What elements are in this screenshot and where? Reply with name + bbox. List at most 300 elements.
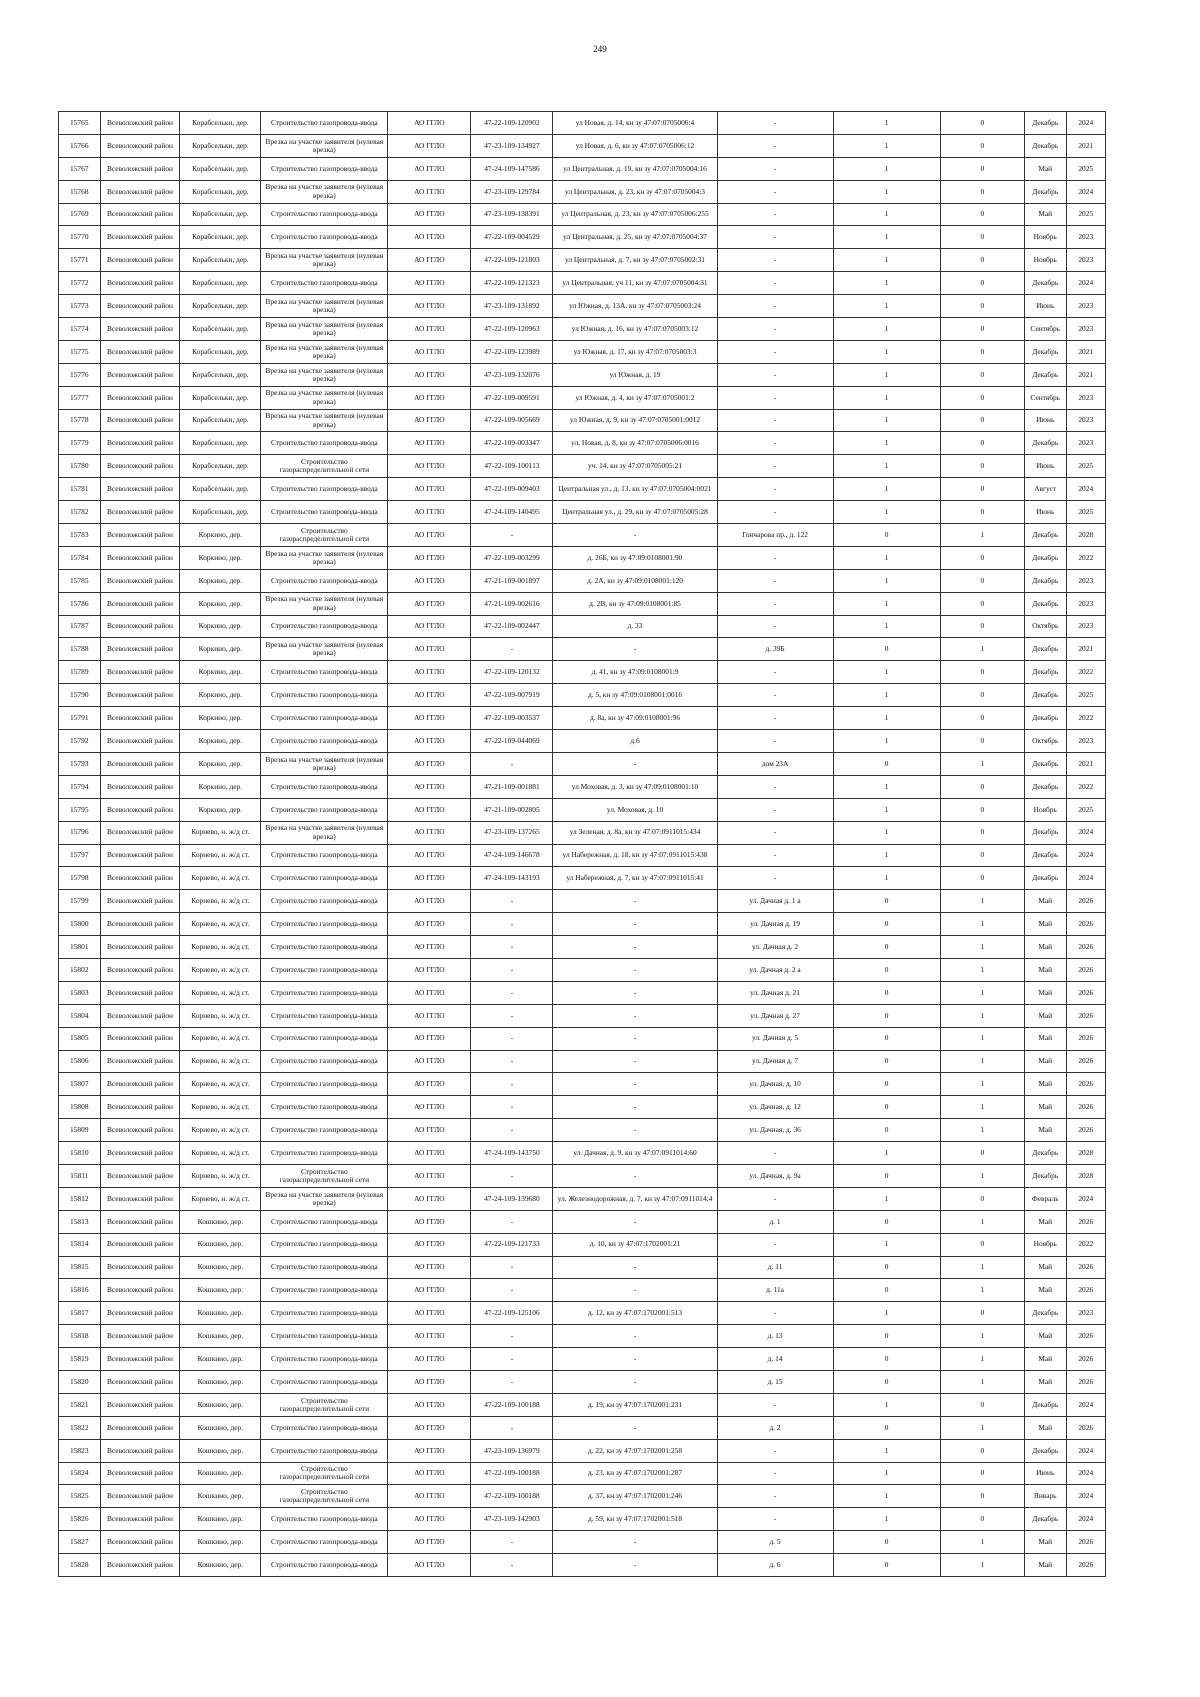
table-row bbox=[59, 1325, 1106, 1348]
contract-number-cell: 47-23-109-132076 bbox=[471, 363, 553, 386]
district-cell: Всеволожский район bbox=[100, 1302, 180, 1325]
count-b-cell: 0 bbox=[940, 1187, 1024, 1210]
cadastral-address-cell: ул Центральная, д. 19, кн зу 47:07:0705004:16 bbox=[553, 157, 717, 180]
district-cell: Всеволожский район bbox=[100, 752, 180, 775]
district-cell: Всеволожский район bbox=[100, 478, 180, 501]
count-b-cell: 1 bbox=[940, 638, 1024, 661]
count-a-cell: 1 bbox=[833, 546, 940, 569]
count-a-cell: 0 bbox=[833, 1210, 940, 1233]
settlement-cell: Корабсельки, дер. bbox=[180, 455, 261, 478]
month-cell: Декабрь bbox=[1024, 775, 1066, 798]
table-row bbox=[59, 295, 1106, 318]
year-cell: 2026 bbox=[1066, 1370, 1105, 1393]
count-b-cell: 0 bbox=[940, 1142, 1024, 1165]
table-row bbox=[59, 1256, 1106, 1279]
settlement-cell: Кошкино, дер. bbox=[180, 1416, 261, 1439]
count-b-cell: 1 bbox=[940, 1348, 1024, 1371]
row-number-cell: 15765 bbox=[59, 112, 101, 135]
year-cell: 2026 bbox=[1066, 1256, 1105, 1279]
count-a-cell: 1 bbox=[833, 867, 940, 890]
table-row bbox=[59, 844, 1106, 867]
address-cell: - bbox=[717, 340, 833, 363]
organization-cell: АО ГГЛО bbox=[388, 1348, 471, 1371]
month-cell: Декабрь bbox=[1024, 340, 1066, 363]
organization-cell: АО ГГЛО bbox=[388, 1164, 471, 1187]
table-row bbox=[59, 226, 1106, 249]
work-type-cell: Строительство газопровода-ввода bbox=[261, 1119, 388, 1142]
settlement-cell: Корабсельки, дер. bbox=[180, 363, 261, 386]
organization-cell: АО ГГЛО bbox=[388, 1210, 471, 1233]
row-number-cell: 15814 bbox=[59, 1233, 101, 1256]
month-cell: Декабрь bbox=[1024, 524, 1066, 547]
work-type-cell: Строительство газораспределительной сети bbox=[261, 1164, 388, 1187]
table-row bbox=[59, 432, 1106, 455]
organization-cell: АО ГГЛО bbox=[388, 203, 471, 226]
cadastral-address-cell: - bbox=[553, 936, 717, 959]
table-row bbox=[59, 1439, 1106, 1462]
settlement-cell: Коркино, дер. bbox=[180, 798, 261, 821]
month-cell: Май bbox=[1024, 1256, 1066, 1279]
cadastral-address-cell: ул Южная, д. 9, кн зу 47:07:0705001:0012 bbox=[553, 409, 717, 432]
settlement-cell: Корнево, н. ж/д ст. bbox=[180, 867, 261, 890]
year-cell: 2028 bbox=[1066, 524, 1105, 547]
district-cell: Всеволожский район bbox=[100, 615, 180, 638]
settlement-cell: Корабсельки, дер. bbox=[180, 272, 261, 295]
work-type-cell: Строительство газораспределительной сети bbox=[261, 1462, 388, 1485]
row-number-cell: 15816 bbox=[59, 1279, 101, 1302]
organization-cell: АО ГГЛО bbox=[388, 958, 471, 981]
count-b-cell: 0 bbox=[940, 112, 1024, 135]
table-row bbox=[59, 615, 1106, 638]
address-cell: ул. Дачная, д. 12 bbox=[717, 1096, 833, 1119]
address-cell: - bbox=[717, 134, 833, 157]
month-cell: Октябрь bbox=[1024, 615, 1066, 638]
month-cell: Декабрь bbox=[1024, 661, 1066, 684]
contract-number-cell: 47-22-109-100188 bbox=[471, 1393, 553, 1416]
count-b-cell: 0 bbox=[940, 501, 1024, 524]
count-b-cell: 1 bbox=[940, 981, 1024, 1004]
settlement-cell: Корнево, н. ж/д ст. bbox=[180, 1096, 261, 1119]
year-cell: 2026 bbox=[1066, 1416, 1105, 1439]
table-row bbox=[59, 707, 1106, 730]
organization-cell: АО ГГЛО bbox=[388, 180, 471, 203]
table-row bbox=[59, 1462, 1106, 1485]
work-type-cell: Строительство газопровода-ввода bbox=[261, 1416, 388, 1439]
count-a-cell: 1 bbox=[833, 569, 940, 592]
address-cell: - bbox=[717, 1142, 833, 1165]
work-type-cell: Строительство газопровода-ввода bbox=[261, 1439, 388, 1462]
settlement-cell: Корабсельки, дер. bbox=[180, 226, 261, 249]
organization-cell: АО ГГЛО bbox=[388, 1416, 471, 1439]
organization-cell: АО ГГЛО bbox=[388, 1142, 471, 1165]
organization-cell: АО ГГЛО bbox=[388, 730, 471, 753]
year-cell: 2023 bbox=[1066, 318, 1105, 341]
year-cell: 2026 bbox=[1066, 913, 1105, 936]
district-cell: Всеволожский район bbox=[100, 203, 180, 226]
count-b-cell: 1 bbox=[940, 1164, 1024, 1187]
address-cell: - bbox=[717, 455, 833, 478]
cadastral-address-cell: - bbox=[553, 524, 717, 547]
contract-number-cell: - bbox=[471, 1279, 553, 1302]
count-a-cell: 1 bbox=[833, 340, 940, 363]
contract-number-cell: 47-21-109-002616 bbox=[471, 592, 553, 615]
address-cell: - bbox=[717, 1439, 833, 1462]
count-a-cell: 1 bbox=[833, 592, 940, 615]
organization-cell: АО ГГЛО bbox=[388, 134, 471, 157]
table-row bbox=[59, 249, 1106, 272]
count-b-cell: 1 bbox=[940, 936, 1024, 959]
contract-number-cell: 47-22-109-121323 bbox=[471, 272, 553, 295]
district-cell: Всеволожский район bbox=[100, 569, 180, 592]
district-cell: Всеволожский район bbox=[100, 775, 180, 798]
cadastral-address-cell: ул Новая, д. 14, кн зу 47:07:0705006:4 bbox=[553, 112, 717, 135]
year-cell: 2026 bbox=[1066, 936, 1105, 959]
address-cell: - bbox=[717, 1233, 833, 1256]
district-cell: Всеволожский район bbox=[100, 1370, 180, 1393]
cadastral-address-cell: - bbox=[553, 1004, 717, 1027]
address-cell: - bbox=[717, 1462, 833, 1485]
address-cell: д. 11 bbox=[717, 1256, 833, 1279]
row-number-cell: 15795 bbox=[59, 798, 101, 821]
contract-number-cell: 47-21-109-002805 bbox=[471, 798, 553, 821]
settlement-cell: Корабсельки, дер. bbox=[180, 432, 261, 455]
settlement-cell: Кошкино, дер. bbox=[180, 1348, 261, 1371]
organization-cell: АО ГГЛО bbox=[388, 295, 471, 318]
month-cell: Декабрь bbox=[1024, 546, 1066, 569]
cadastral-address-cell: д. 10, кн зу 47:07:1702001:21 bbox=[553, 1233, 717, 1256]
district-cell: Всеволожский район bbox=[100, 684, 180, 707]
year-cell: 2025 bbox=[1066, 684, 1105, 707]
contract-number-cell: 47-23-109-134927 bbox=[471, 134, 553, 157]
month-cell: Декабрь bbox=[1024, 752, 1066, 775]
contract-number-cell: 47-24-109-147586 bbox=[471, 157, 553, 180]
year-cell: 2024 bbox=[1066, 1393, 1105, 1416]
work-type-cell: Врезка на участке заявителя (нулевая врезка) bbox=[261, 821, 388, 844]
work-type-cell: Строительство газопровода-ввода bbox=[261, 913, 388, 936]
count-a-cell: 1 bbox=[833, 249, 940, 272]
table-row bbox=[59, 821, 1106, 844]
work-type-cell: Врезка на участке заявителя (нулевая врезка) bbox=[261, 318, 388, 341]
address-cell: - bbox=[717, 112, 833, 135]
address-cell: - bbox=[717, 432, 833, 455]
contract-number-cell: 47-22-109-009591 bbox=[471, 386, 553, 409]
count-a-cell: 0 bbox=[833, 890, 940, 913]
cadastral-address-cell: д. 37, кн зу 47:07:1702001:246 bbox=[553, 1485, 717, 1508]
month-cell: Май bbox=[1024, 1119, 1066, 1142]
year-cell: 2024 bbox=[1066, 1462, 1105, 1485]
address-cell: ул. Дачная, д. 36 bbox=[717, 1119, 833, 1142]
month-cell: Сентябрь bbox=[1024, 386, 1066, 409]
year-cell: 2024 bbox=[1066, 1508, 1105, 1531]
month-cell: Август bbox=[1024, 478, 1066, 501]
address-cell: - bbox=[717, 775, 833, 798]
count-b-cell: 0 bbox=[940, 203, 1024, 226]
contract-number-cell: 47-22-109-121803 bbox=[471, 249, 553, 272]
count-b-cell: 0 bbox=[940, 1393, 1024, 1416]
row-number-cell: 15799 bbox=[59, 890, 101, 913]
work-type-cell: Строительство газопровода-ввода bbox=[261, 684, 388, 707]
month-cell: Декабрь bbox=[1024, 844, 1066, 867]
count-a-cell: 1 bbox=[833, 844, 940, 867]
month-cell: Январь bbox=[1024, 1485, 1066, 1508]
district-cell: Всеволожский район bbox=[100, 180, 180, 203]
year-cell: 2024 bbox=[1066, 1485, 1105, 1508]
count-b-cell: 0 bbox=[940, 821, 1024, 844]
row-number-cell: 15773 bbox=[59, 295, 101, 318]
table-body bbox=[59, 112, 1106, 1577]
month-cell: Декабрь bbox=[1024, 707, 1066, 730]
address-cell: д. 1 bbox=[717, 1210, 833, 1233]
organization-cell: АО ГГЛО bbox=[388, 1027, 471, 1050]
district-cell: Всеволожский район bbox=[100, 1164, 180, 1187]
contract-number-cell: 47-24-109-143193 bbox=[471, 867, 553, 890]
district-cell: Всеволожский район bbox=[100, 1279, 180, 1302]
address-cell: - bbox=[717, 1393, 833, 1416]
contract-number-cell: - bbox=[471, 1164, 553, 1187]
count-b-cell: 0 bbox=[940, 615, 1024, 638]
settlement-cell: Корнево, н. ж/д ст. bbox=[180, 1119, 261, 1142]
district-cell: Всеволожский район bbox=[100, 1554, 180, 1577]
settlement-cell: Кошкино, дер. bbox=[180, 1531, 261, 1554]
row-number-cell: 15794 bbox=[59, 775, 101, 798]
year-cell: 2024 bbox=[1066, 1187, 1105, 1210]
settlement-cell: Кошкино, дер. bbox=[180, 1302, 261, 1325]
address-cell: - bbox=[717, 157, 833, 180]
count-a-cell: 1 bbox=[833, 1485, 940, 1508]
table-row bbox=[59, 318, 1106, 341]
table-row bbox=[59, 867, 1106, 890]
settlement-cell: Коркино, дер. bbox=[180, 661, 261, 684]
year-cell: 2024 bbox=[1066, 821, 1105, 844]
work-type-cell: Строительство газопровода-ввода bbox=[261, 936, 388, 959]
count-b-cell: 0 bbox=[940, 730, 1024, 753]
contract-number-cell: 47-22-109-009403 bbox=[471, 478, 553, 501]
year-cell: 2025 bbox=[1066, 203, 1105, 226]
district-cell: Всеволожский район bbox=[100, 501, 180, 524]
row-number-cell: 15804 bbox=[59, 1004, 101, 1027]
settlement-cell: Коркино, дер. bbox=[180, 524, 261, 547]
row-number-cell: 15796 bbox=[59, 821, 101, 844]
address-cell: - bbox=[717, 1302, 833, 1325]
work-type-cell: Врезка на участке заявителя (нулевая врезка) bbox=[261, 638, 388, 661]
settlement-cell: Коркино, дер. bbox=[180, 775, 261, 798]
month-cell: Май bbox=[1024, 913, 1066, 936]
table-row bbox=[59, 501, 1106, 524]
settlement-cell: Коркино, дер. bbox=[180, 569, 261, 592]
year-cell: 2024 bbox=[1066, 844, 1105, 867]
contract-number-cell: - bbox=[471, 1370, 553, 1393]
month-cell: Май bbox=[1024, 1279, 1066, 1302]
count-b-cell: 0 bbox=[940, 844, 1024, 867]
count-b-cell: 0 bbox=[940, 386, 1024, 409]
count-b-cell: 1 bbox=[940, 1119, 1024, 1142]
table-row bbox=[59, 1027, 1106, 1050]
month-cell: Май bbox=[1024, 1325, 1066, 1348]
cadastral-address-cell: ул Центральная, д. 25, кн зу 47:07:0705004:37 bbox=[553, 226, 717, 249]
row-number-cell: 15791 bbox=[59, 707, 101, 730]
work-type-cell: Строительство газопровода-ввода bbox=[261, 844, 388, 867]
district-cell: Всеволожский район bbox=[100, 936, 180, 959]
settlement-cell: Коркино, дер. bbox=[180, 752, 261, 775]
count-a-cell: 0 bbox=[833, 638, 940, 661]
table-row bbox=[59, 1073, 1106, 1096]
address-cell: - bbox=[717, 615, 833, 638]
contract-number-cell: - bbox=[471, 1210, 553, 1233]
month-cell: Ноябрь bbox=[1024, 1233, 1066, 1256]
month-cell: Июнь bbox=[1024, 455, 1066, 478]
contract-number-cell: 47-24-109-139680 bbox=[471, 1187, 553, 1210]
count-a-cell: 0 bbox=[833, 752, 940, 775]
count-b-cell: 1 bbox=[940, 1210, 1024, 1233]
count-b-cell: 1 bbox=[940, 752, 1024, 775]
contract-number-cell: - bbox=[471, 1096, 553, 1119]
organization-cell: АО ГГЛО bbox=[388, 936, 471, 959]
month-cell: Июнь bbox=[1024, 1462, 1066, 1485]
work-type-cell: Строительство газораспределительной сети bbox=[261, 524, 388, 547]
address-cell: - bbox=[717, 1187, 833, 1210]
cadastral-address-cell: д. 12, кн зу 47:07:1702001:513 bbox=[553, 1302, 717, 1325]
month-cell: Май bbox=[1024, 1348, 1066, 1371]
table-row bbox=[59, 524, 1106, 547]
organization-cell: АО ГГЛО bbox=[388, 1119, 471, 1142]
district-cell: Всеволожский район bbox=[100, 867, 180, 890]
contract-number-cell: 47-23-109-138391 bbox=[471, 203, 553, 226]
year-cell: 2025 bbox=[1066, 157, 1105, 180]
row-number-cell: 15787 bbox=[59, 615, 101, 638]
address-cell: ул. Дачная д. 1 а bbox=[717, 890, 833, 913]
settlement-cell: Корабсельки, дер. bbox=[180, 340, 261, 363]
settlement-cell: Корнево, н. ж/д ст. bbox=[180, 958, 261, 981]
address-cell: ул. Дачная д. 19 bbox=[717, 913, 833, 936]
row-number-cell: 15802 bbox=[59, 958, 101, 981]
month-cell: Декабрь bbox=[1024, 1508, 1066, 1531]
cadastral-address-cell: - bbox=[553, 1416, 717, 1439]
settlement-cell: Корабсельки, дер. bbox=[180, 295, 261, 318]
count-b-cell: 0 bbox=[940, 546, 1024, 569]
contract-number-cell: - bbox=[471, 524, 553, 547]
month-cell: Декабрь bbox=[1024, 1393, 1066, 1416]
contract-number-cell: - bbox=[471, 913, 553, 936]
cadastral-address-cell: - bbox=[553, 1027, 717, 1050]
month-cell: Май bbox=[1024, 1416, 1066, 1439]
organization-cell: АО ГГЛО bbox=[388, 1508, 471, 1531]
district-cell: Всеволожский район bbox=[100, 1142, 180, 1165]
contract-number-cell: - bbox=[471, 936, 553, 959]
year-cell: 2026 bbox=[1066, 1027, 1105, 1050]
contract-number-cell: 47-22-109-120963 bbox=[471, 318, 553, 341]
district-cell: Всеволожский район bbox=[100, 592, 180, 615]
organization-cell: АО ГГЛО bbox=[388, 409, 471, 432]
cadastral-address-cell: - bbox=[553, 638, 717, 661]
work-type-cell: Строительство газопровода-ввода bbox=[261, 1096, 388, 1119]
month-cell: Май bbox=[1024, 203, 1066, 226]
count-b-cell: 0 bbox=[940, 134, 1024, 157]
cadastral-address-cell: уч. 14, кн зу 47:07:0705005:21 bbox=[553, 455, 717, 478]
month-cell: Декабрь bbox=[1024, 867, 1066, 890]
organization-cell: АО ГГЛО bbox=[388, 1485, 471, 1508]
settlement-cell: Корабсельки, дер. bbox=[180, 478, 261, 501]
month-cell: Май bbox=[1024, 1027, 1066, 1050]
organization-cell: АО ГГЛО bbox=[388, 569, 471, 592]
table-row bbox=[59, 592, 1106, 615]
count-a-cell: 1 bbox=[833, 1439, 940, 1462]
settlement-cell: Коркино, дер. bbox=[180, 638, 261, 661]
table-row bbox=[59, 1187, 1106, 1210]
row-number-cell: 15817 bbox=[59, 1302, 101, 1325]
contract-number-cell: - bbox=[471, 1027, 553, 1050]
settlement-cell: Коркино, дер. bbox=[180, 730, 261, 753]
cadastral-address-cell: - bbox=[553, 1096, 717, 1119]
address-cell: ул. Дачная д. 2 а bbox=[717, 958, 833, 981]
table-row bbox=[59, 363, 1106, 386]
month-cell: Июнь bbox=[1024, 295, 1066, 318]
row-number-cell: 15784 bbox=[59, 546, 101, 569]
count-a-cell: 1 bbox=[833, 1393, 940, 1416]
table-row bbox=[59, 272, 1106, 295]
month-cell: Декабрь bbox=[1024, 1164, 1066, 1187]
table-row bbox=[59, 1233, 1106, 1256]
contract-number-cell: 47-23-109-129784 bbox=[471, 180, 553, 203]
year-cell: 2026 bbox=[1066, 1004, 1105, 1027]
work-type-cell: Строительство газопровода-ввода bbox=[261, 1210, 388, 1233]
table-row bbox=[59, 1164, 1106, 1187]
cadastral-address-cell: ул Центральная, д. 23, кн зу 47:07:0705004:3 bbox=[553, 180, 717, 203]
count-b-cell: 1 bbox=[940, 1050, 1024, 1073]
address-cell: - bbox=[717, 180, 833, 203]
work-type-cell: Строительство газопровода-ввода bbox=[261, 1302, 388, 1325]
month-cell: Май bbox=[1024, 1004, 1066, 1027]
address-cell: д. 13 bbox=[717, 1325, 833, 1348]
address-cell: - bbox=[717, 363, 833, 386]
count-b-cell: 1 bbox=[940, 890, 1024, 913]
count-b-cell: 0 bbox=[940, 1485, 1024, 1508]
count-b-cell: 1 bbox=[940, 1531, 1024, 1554]
table-row bbox=[59, 180, 1106, 203]
count-a-cell: 0 bbox=[833, 1279, 940, 1302]
table-row bbox=[59, 409, 1106, 432]
work-type-cell: Строительство газопровода-ввода bbox=[261, 501, 388, 524]
year-cell: 2026 bbox=[1066, 1279, 1105, 1302]
district-cell: Всеволожский район bbox=[100, 134, 180, 157]
row-number-cell: 15781 bbox=[59, 478, 101, 501]
year-cell: 2025 bbox=[1066, 501, 1105, 524]
month-cell: Май bbox=[1024, 1096, 1066, 1119]
work-type-cell: Строительство газопровода-ввода bbox=[261, 1142, 388, 1165]
organization-cell: АО ГГЛО bbox=[388, 1554, 471, 1577]
year-cell: 2025 bbox=[1066, 455, 1105, 478]
contract-number-cell: 47-22-109-003537 bbox=[471, 707, 553, 730]
count-a-cell: 1 bbox=[833, 707, 940, 730]
month-cell: Февраль bbox=[1024, 1187, 1066, 1210]
organization-cell: АО ГГЛО bbox=[388, 455, 471, 478]
work-type-cell: Врезка на участке заявителя (нулевая врезка) bbox=[261, 752, 388, 775]
row-number-cell: 15769 bbox=[59, 203, 101, 226]
row-number-cell: 15766 bbox=[59, 134, 101, 157]
count-a-cell: 0 bbox=[833, 981, 940, 1004]
row-number-cell: 15772 bbox=[59, 272, 101, 295]
work-type-cell: Строительство газопровода-ввода bbox=[261, 569, 388, 592]
district-cell: Всеволожский район bbox=[100, 1485, 180, 1508]
count-a-cell: 1 bbox=[833, 798, 940, 821]
organization-cell: АО ГГЛО bbox=[388, 707, 471, 730]
count-a-cell: 1 bbox=[833, 615, 940, 638]
organization-cell: АО ГГЛО bbox=[388, 1531, 471, 1554]
address-cell: - bbox=[717, 730, 833, 753]
count-a-cell: 1 bbox=[833, 363, 940, 386]
year-cell: 2026 bbox=[1066, 1348, 1105, 1371]
cadastral-address-cell: ул Южная, д. 19 bbox=[553, 363, 717, 386]
district-cell: Всеволожский район bbox=[100, 844, 180, 867]
